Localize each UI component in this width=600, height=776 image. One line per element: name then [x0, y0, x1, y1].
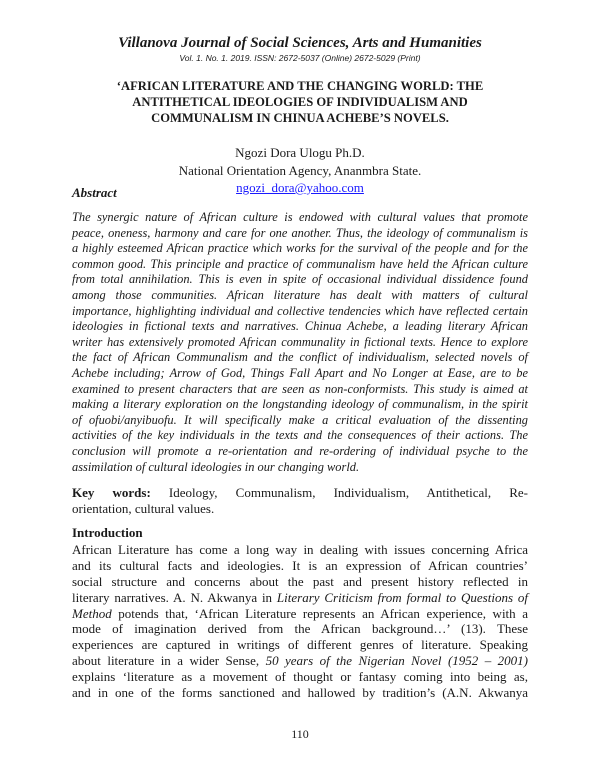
text-line: and its cultural facts and ideologies. It is an expression of African countries’ — [72, 557, 528, 573]
abstract-line: ideologies in fictional texts and narratives. Chinua Achebe, a leading literary African — [72, 319, 528, 334]
abstract-line: from total annihilation. This is even in spite of occasional individual dissidence found — [72, 272, 528, 287]
author-name: Ngozi Dora Ulogu Ph.D. — [235, 145, 365, 160]
keywords — [72, 485, 528, 516]
abstract-line: Achebe including; Arrow of God, Things Fall Apart and No Longer at Ease, are to be — [72, 365, 528, 380]
text-line — [72, 590, 528, 606]
title-line: COMMUNALISM IN CHINUA ACHEBE’S NOVELS. — [151, 111, 449, 125]
abstract-line: peace, oneness, harmony and care for one another. Thus, the ideology of communalism is — [72, 225, 528, 240]
book-title: 50 years of the Nigerian Novel (1952 – 2001) — [265, 653, 529, 669]
author-affiliation: National Orientation Agency, Ananmbra State. — [178, 162, 422, 178]
keywords-text: Ideology, Communalism, Individualism, Antithetical, Re- — [168, 485, 528, 500]
abstract-line: importance, highlighting individual and collective tendencies which have reflected certain — [72, 303, 528, 318]
abstract-line: assimilation of cultural ideologies in our changing world. — [72, 459, 360, 474]
abstract-line: The synergic nature of African culture is endowed with cultural values that promote — [72, 210, 528, 224]
author-email-link[interactable]: ngozi_dora@yahoo.com — [236, 180, 364, 195]
abstract-line: a highly esteemed African practice which works for the survival of the people and for the — [72, 241, 528, 256]
text-line: explains ‘literature as a movement of thought or fantasy coming into being as, — [72, 669, 528, 685]
abstract-line: among those communities. African literature has dealt with matters of cultural — [72, 287, 528, 302]
abstract-line: writer has extensively promoted African communality in fictional texts. Hence to explore — [72, 334, 528, 349]
journal-title: Villanova Journal of Social Sciences, Arts and Humanities — [118, 35, 482, 51]
abstract-line: common good. This principle and practice of communalism have held the African culture — [72, 256, 528, 271]
abstract-text — [72, 210, 528, 475]
page-number: 110 — [291, 727, 309, 741]
text-line: mode of imagination derived from the African background…’ (13). These — [72, 621, 528, 637]
article-title — [0, 78, 600, 126]
text-span: literary narratives. A. N. Akwanya in — [72, 589, 277, 605]
text-line — [72, 606, 528, 622]
title-line: ‘AFRICAN LITERATURE AND THE CHANGING WORLD: THE — [116, 79, 484, 93]
abstract-line: the fact of African Communalism and the conflict of individualism, selected novels of — [72, 350, 528, 365]
text-span: about literature in a wider Sense, — [72, 653, 266, 669]
journal-volume-info: Vol. 1. No. 1. 2019. ISSN: 2672-5037 (Online) 2672-5029 (Print) — [179, 53, 421, 63]
text-span: potends that, ‘African Literature represents an African experience, with a — [111, 605, 528, 621]
abstract-heading: Abstract — [72, 185, 117, 200]
abstract-line: activities of the key individuals in the texts and the consequences of their actions. The — [72, 428, 528, 443]
text-line: experiences are captured in writings of different genres of literature. Speaking — [72, 637, 528, 653]
abstract-line: making a literary exploration on the longstanding ideology of communalism, in the spirit — [72, 397, 528, 412]
abstract-line: of ofuobi/anyibuofu. It will specifically make a critical evaluation of the dissenting — [72, 412, 528, 427]
keywords-text: orientation, cultural values. — [72, 500, 215, 516]
introduction-text — [72, 542, 528, 701]
book-title: Literary Criticism from formal to Questions of — [276, 589, 528, 605]
title-line: ANTITHETICAL IDEOLOGIES OF INDIVIDUALISM AND — [132, 95, 468, 109]
abstract-line: examined to present characters that are seen as non-conformists. This study is aimed at — [72, 381, 528, 396]
text-line: social structure and concerns about the past and present history reflected in — [72, 573, 528, 589]
abstract-line: conclusion will promote a re-orientation and re-ordering of individual psyche to the — [72, 443, 528, 458]
text-line: and in one of the forms sanctioned and hallowed by tradition’s (A.N. Akwanya — [72, 685, 528, 701]
text-line: African Literature has come a long way in dealing with issues concerning Africa — [72, 542, 528, 557]
keywords-label: Key words: — [72, 485, 151, 500]
book-title: Method — [72, 605, 112, 621]
text-line — [72, 653, 528, 669]
introduction-heading: Introduction — [72, 525, 143, 540]
